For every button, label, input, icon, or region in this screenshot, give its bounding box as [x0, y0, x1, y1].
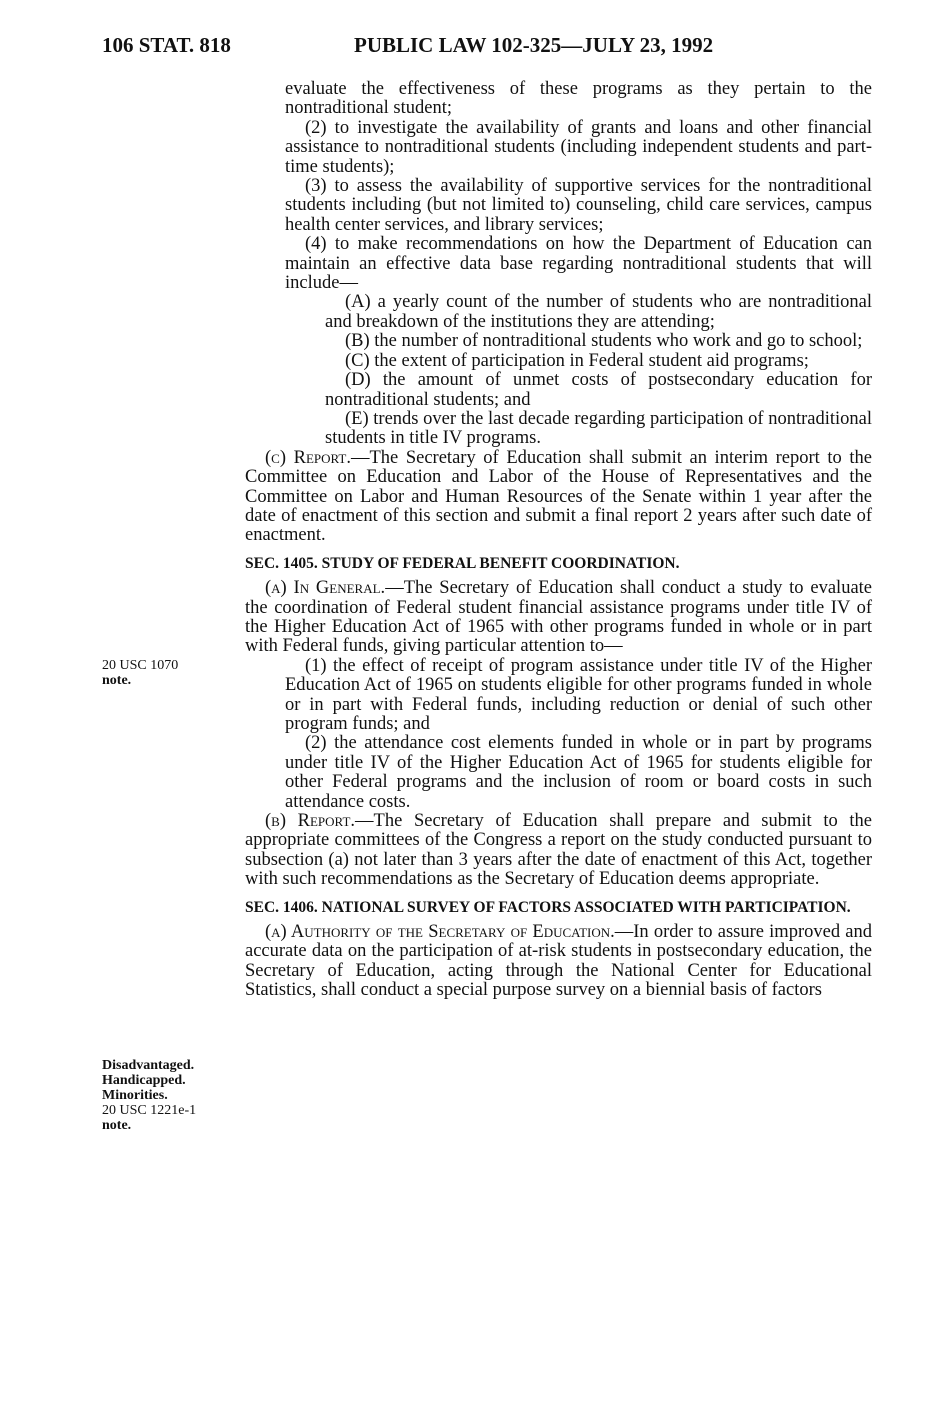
paragraph-item-2: (2) the attendance cost elements funded in whole or in part by programs under title IV of the Higher Education Act of 1965 for students eligible for other Federal programs and the inclusion of room or board costs in such attendance costs. [285, 733, 872, 812]
margin-note-label: note. [102, 673, 132, 688]
subsection-text: —The Secretary of Education shall conduct a study to evaluate the coordination of Federal student financial assistance programs under title IV of the Higher Education Act of 1965 with other programs funded in whole or in part with Federal funds, giving particular attention to— [245, 578, 873, 657]
paragraph-item-1: (1) the effect of receipt of program assistance under title IV of the Higher Education Act of 1965 on students eligible for other programs funded in whole or in part with Federal funds, including reduction or denial of such other program funds; and [285, 655, 872, 734]
margin-note-sec1406 [102, 1058, 237, 1133]
margin-topic: Handicapped. [102, 1073, 186, 1088]
subsection-b-report [245, 812, 872, 890]
subsection-text: —The Secretary of Education shall submit an interim report to the Committee on Education and Labor of the House of Representatives and the Committee on Labor and Human Resources of the Senate within 1 year after the date of enactment of this section and submit a final report 2 years after such date of enactment. [245, 447, 872, 546]
paragraph: evaluate the effectiveness of these programs as they pertain to the nontraditional student; [285, 79, 872, 119]
subparagraph-c: (C) the extent of participation in Federal student aid programs; [345, 350, 809, 371]
section-heading-1406: SEC. 1406. NATIONAL SURVEY OF FACTORS ASSOCIATED WITH PARTICIPATION. [245, 898, 851, 916]
subsection-label: (b) Report. [265, 811, 356, 832]
paragraph-item-3: (3) to assess the availability of supportive services for the nontraditional students including (but not limited to) counseling, child care services, campus health center services, and library services; [285, 176, 872, 235]
margin-topic: Minorities. [102, 1088, 168, 1103]
subsection-a-general [245, 579, 872, 657]
subsection-c-report [245, 449, 872, 546]
subparagraph-e: (E) trends over the last decade regarding participation of nontraditional students in title IV programs. [325, 408, 872, 449]
subsection-a-authority [245, 923, 872, 1001]
subsection-text: —In order to assure improved and accurate data on the participation of at-risk students in postsecondary education, the Secretary of Education, acting through the National Center for Educational Statistics, shall conduct a special purpose survey on a biennial basis of factors [245, 922, 872, 1001]
subsection-text: —The Secretary of Education shall prepare and submit to the appropriate committees of the Congress a report on the study conducted pursuant to subsection (a) not later than 3 years after the date of enactment of this Act, together with such recommendations as the Secretary of Education deems appropriate. [245, 811, 872, 890]
subparagraph-d: (D) the amount of unmet costs of postsecondary education for nontraditional students; and [325, 370, 872, 410]
subparagraph-a: (A) a yearly count of the number of students who are nontraditional and breakdown of the institutions they are attending; [325, 292, 872, 332]
margin-note-sec1405 [102, 658, 237, 688]
document-body [245, 80, 872, 1001]
page-header [102, 33, 872, 61]
public-law-title: PUBLIC LAW 102-325—JULY 23, 1992 [354, 33, 714, 57]
margin-note-label: note. [102, 1118, 132, 1133]
subparagraph-b: (B) the number of nontraditional students who work and go to school; [345, 331, 863, 352]
margin-citation: 20 USC 1221e-1 [102, 1103, 197, 1118]
margin-citation: 20 USC 1070 [102, 658, 179, 673]
stat-page-number: 106 STAT. 818 [102, 33, 231, 57]
paragraph-item-2: (2) to investigate the availability of grants and loans and other financial assistance to nontraditional students (including independent students and part-time students); [285, 117, 872, 177]
section-heading-1405: SEC. 1405. STUDY OF FEDERAL BENEFIT COORDINATION. [245, 554, 680, 572]
margin-topic: Disadvantaged. [102, 1058, 195, 1073]
paragraph-item-4: (4) to make recommendations on how the Department of Education can maintain an effective data base regarding nontraditional students that will include— [285, 234, 872, 294]
subsection-label: (c) Report. [265, 447, 351, 468]
subsection-label: (a) Authority of the Secretary of Education. [265, 922, 615, 943]
subsection-label: (a) In General. [265, 578, 386, 599]
